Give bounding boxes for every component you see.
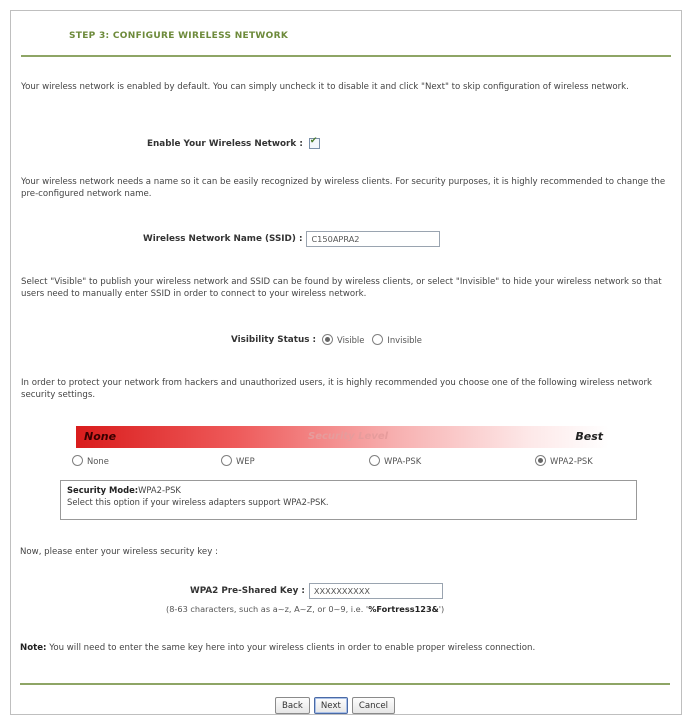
security-option-wpa2-psk[interactable] [535, 455, 593, 466]
next-button[interactable]: Next [314, 697, 348, 714]
invisible-radio[interactable] [372, 334, 383, 345]
security-level-best: Best [575, 430, 603, 443]
security-option-wep[interactable] [221, 455, 255, 466]
psk-input[interactable] [309, 583, 443, 599]
back-button[interactable]: Back [275, 697, 310, 714]
security-mode-box [60, 480, 637, 520]
footer-divider [20, 683, 670, 685]
security-level-none: None [84, 430, 117, 443]
enable-label: Enable Your Wireless Network : [147, 138, 303, 149]
key-row [190, 583, 443, 599]
security-level-caption: Security Level [308, 431, 389, 442]
ssid-row [143, 231, 440, 247]
wizard-buttons [275, 697, 395, 714]
security-wpa2-psk-label: WPA2-PSK [550, 455, 593, 466]
key-hint-suffix: ') [438, 604, 445, 614]
note-text [20, 643, 680, 653]
security-option-wpa-psk[interactable] [369, 455, 421, 466]
security-mode-desc: Select this option if your wireless adapters support WPA2-PSK. [67, 497, 329, 507]
security-mode-value: WPA2-PSK [138, 485, 181, 495]
security-wpa-psk-radio[interactable] [369, 455, 380, 466]
key-label: WPA2 Pre-Shared Key : [190, 586, 305, 596]
intro-text: Your wireless network is enabled by default. You can simply uncheck it to disable it and click "Next" to skip configuration of wireless network. [21, 82, 629, 92]
ssid-input[interactable] [306, 231, 440, 247]
key-hint-prefix: (8-63 characters, such as a~z, A~Z, or 0~9, i.e. ' [166, 604, 369, 614]
visibility-row [231, 334, 430, 345]
security-option-none[interactable] [72, 455, 109, 466]
security-mode-line [67, 484, 630, 496]
note-label: Note: [20, 643, 47, 653]
cancel-button[interactable]: Cancel [352, 697, 395, 714]
visibility-label: Visibility Status : [231, 334, 317, 345]
ssid-label: Wireless Network Name (SSID) : [143, 234, 303, 244]
security-text: In order to protect your network from hackers and unauthorized users, it is highly recommended you choose one of the following wireless network security settings. [21, 378, 652, 400]
security-wep-radio[interactable] [221, 455, 232, 466]
visible-radio[interactable] [322, 334, 333, 345]
note-body: You will need to enter the same key here into your wireless clients in order to enable proper wireless connection. [46, 643, 536, 653]
title-divider [21, 55, 671, 57]
security-wpa2-psk-radio[interactable] [535, 455, 546, 466]
security-level-bar [76, 426, 609, 448]
enable-wireless-checkbox[interactable] [309, 138, 320, 149]
security-none-label: None [87, 455, 109, 466]
visible-option-label: Visible [337, 334, 365, 345]
visible-option[interactable] [322, 334, 364, 345]
enable-row [147, 138, 320, 149]
security-none-radio[interactable] [72, 455, 83, 466]
step-title: STEP 3: CONFIGURE WIRELESS NETWORK [69, 31, 289, 41]
key-hint-example: %Fortress123& [368, 604, 439, 614]
ssid-text: Your wireless network needs a name so it can be easily recognized by wireless clients. For security purposes, it is highly recommended to change the pre-configured network name. [21, 177, 666, 199]
key-hint [166, 604, 444, 614]
security-mode-title: Security Mode: [67, 485, 139, 495]
security-wep-label: WEP [236, 455, 255, 466]
key-prompt: Now, please enter your wireless security key : [20, 547, 218, 557]
security-wpa-psk-label: WPA-PSK [384, 455, 422, 466]
invisible-option[interactable] [372, 334, 422, 345]
visibility-text: Select "Visible" to publish your wireless network and SSID can be found by wireless clients, or select "Invisible" to hide your wireless network so that users need to manually enter SSID in order to connect to your wireless network. [21, 277, 662, 299]
invisible-option-label: Invisible [387, 334, 422, 345]
